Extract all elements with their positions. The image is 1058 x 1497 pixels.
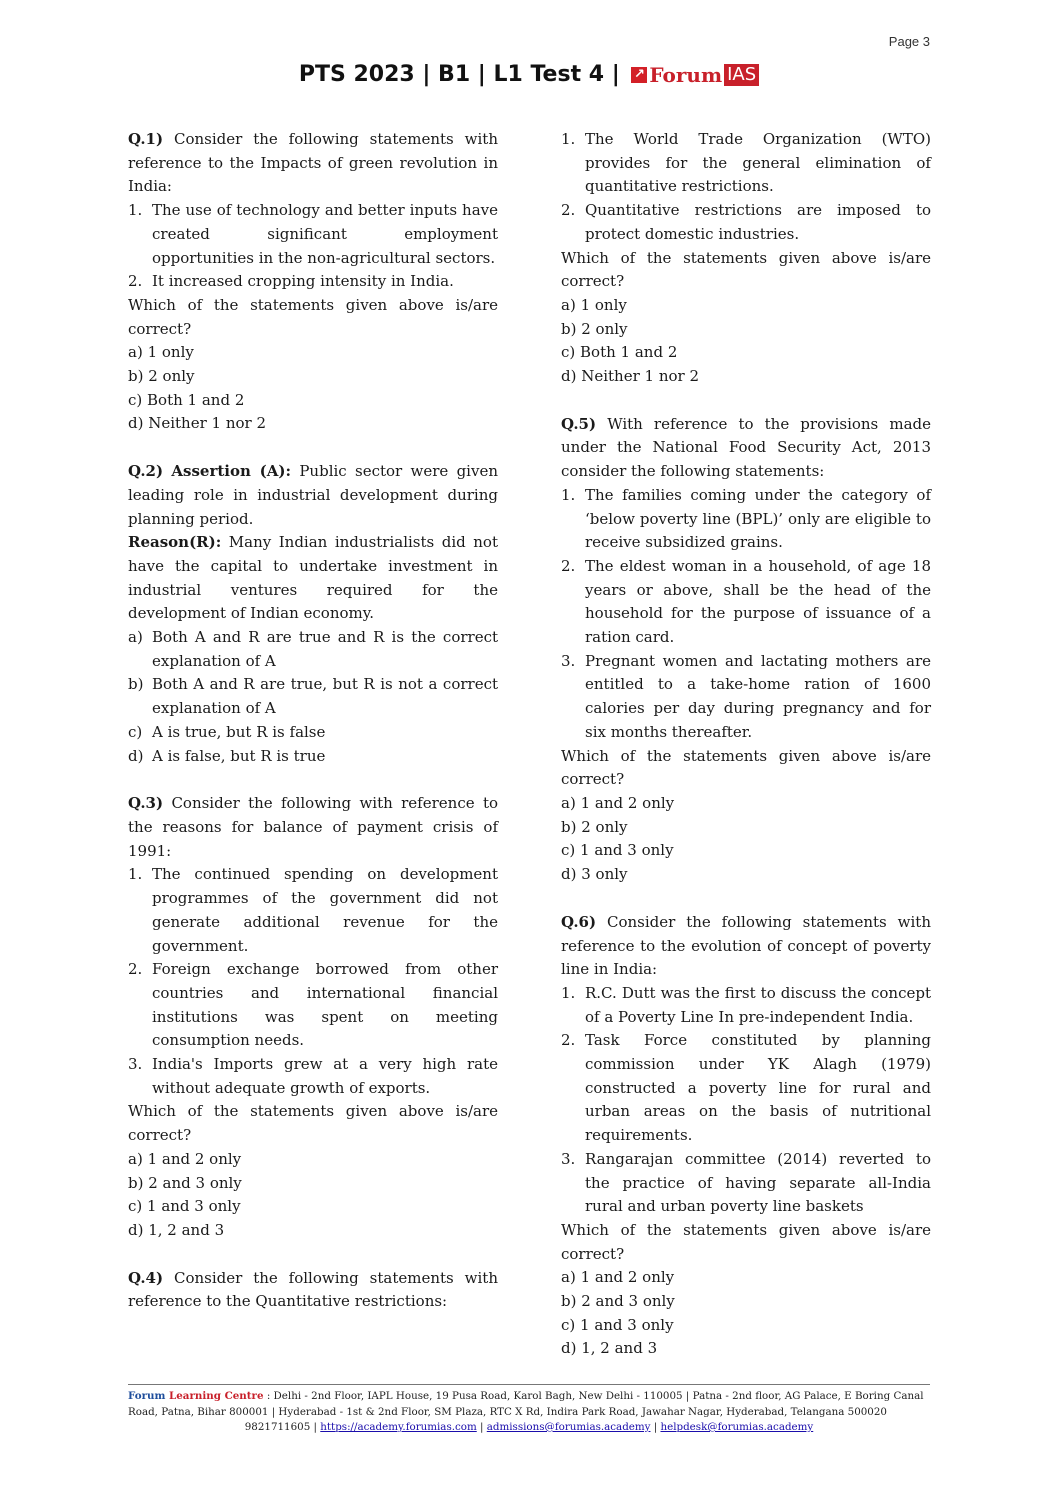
page-footer <box>128 1384 930 1436</box>
option-a: a) 1 and 2 only <box>128 1149 242 1168</box>
statement: 3. India's Imports grew at a very high rate without adequate growth of exports. <box>128 1055 498 1097</box>
reason-text: Many Indian industrialists did not have the capital to undertake investment in industrial ventures required for the development of Indian economy. <box>128 533 498 623</box>
option-b: b) 2 only <box>561 319 628 338</box>
assertion-label: Assertion (A): <box>171 462 292 481</box>
test-title: PTS 2023 | B1 | L1 Test 4 | <box>298 62 620 87</box>
footer-phone: 9821711605 <box>244 1421 311 1433</box>
footer-brand-rest: Learning Centre <box>165 1390 264 1402</box>
assertion-text: Public sector were given leading role in industrial development during planning period. <box>128 462 498 528</box>
question-text: Consider the following statements with reference to the Quantitative restrictions: <box>128 1268 498 1311</box>
statement: 1. The families coming under the category of ‘below poverty line (BPL)’ only are eligible to receive subsidized grains. <box>561 485 931 552</box>
footer-contacts: 9821711605 | https://academy.forumias.com | admissions@forumias.academy | helpdesk@forumias.academy <box>244 1421 814 1433</box>
question-4-continued <box>561 128 931 389</box>
logo-forum-text: Forum <box>649 63 723 87</box>
option-d: d) Neither 1 nor 2 <box>561 367 700 386</box>
option-c: c) 1 and 3 only <box>128 1197 241 1216</box>
reason-label: Reason(R): <box>128 533 222 552</box>
question-number: Q.4) <box>128 1268 164 1287</box>
option-a: a) Both A and R are true and R is the correct explanation of A <box>128 628 498 670</box>
logo-ias-text: IAS <box>724 64 759 86</box>
question-prompt: Which of the statements given above is/are correct? <box>561 248 931 291</box>
statement: 2. Foreign exchange borrowed from other countries and international financial institutions was spent on meeting consumption needs. <box>128 960 498 1050</box>
statement: 2. Quantitative restrictions are imposed to protect domestic industries. <box>561 201 931 243</box>
question-number: Q.3) <box>128 794 164 813</box>
footer-address: : Delhi - 2nd Floor, IAPL House, 19 Pusa Road, Karol Bagh, New Delhi - 110005 | Patna - 2nd floor, AG Palace, E Boring Canal Road, Patna, Bihar 800001 | Hyderabad - 1st & 2nd Floor, SM Plaza, RTC X Rd, Indira Park Road, Jawahar Nagar, Hyderabad, Telangana 500020 <box>128 1390 924 1418</box>
question-text: Consider the following statements with reference to the Impacts of green revolution in India: <box>128 130 498 196</box>
page-number: Page 3 <box>888 34 930 49</box>
question-5 <box>561 413 931 887</box>
statement: 3. Rangarajan committee (2014) reverted to the practice of having separate all-India rural and urban poverty line baskets <box>561 1149 931 1216</box>
question-prompt: Which of the statements given above is/are correct? <box>128 1102 498 1145</box>
statement: 3. Pregnant women and lactating mothers are entitled to a take-home ration of 1600 calories per day during pregnancy and for six months thereafter. <box>561 651 931 741</box>
question-number: Q.6) <box>561 912 597 931</box>
option-a: a) 1 and 2 only <box>561 1268 675 1287</box>
question-number: Q.1) <box>128 130 164 148</box>
forumias-logo <box>631 63 759 87</box>
question-number: Q.5) <box>561 414 597 433</box>
question-4 <box>128 1267 498 1314</box>
statement: 1. The continued spending on development programmes of the government did not generate additional revenue for the government. <box>128 865 498 955</box>
option-a: a) 1 and 2 only <box>561 793 675 812</box>
academy-link[interactable]: https://academy.forumias.com <box>320 1421 477 1433</box>
question-3 <box>128 792 498 1242</box>
footer-address-block <box>128 1389 930 1420</box>
option-c: c) Both 1 and 2 <box>128 390 245 409</box>
option-b: b) 2 and 3 only <box>561 1292 675 1311</box>
option-c: c) 1 and 3 only <box>561 1315 674 1334</box>
statement: 2. Task Force constituted by planning commission under YK Alagh (1979) constructed a poverty line for rural and urban areas on the basis of nutritional requirements. <box>561 1031 931 1145</box>
question-prompt: Which of the statements given above is/are correct? <box>128 295 498 338</box>
option-b: b) 2 only <box>128 367 195 386</box>
question-text: Consider the following with reference to the reasons for balance of payment crisis of 1991: <box>128 794 498 860</box>
admissions-email-link[interactable]: admissions@forumias.academy <box>486 1421 651 1433</box>
option-b: b) 2 and 3 only <box>128 1173 242 1192</box>
footer-brand-forum: Forum <box>128 1390 166 1402</box>
question-6 <box>561 911 931 1361</box>
right-column <box>561 128 931 1385</box>
option-d: d) Neither 1 nor 2 <box>128 414 267 433</box>
option-c: c) 1 and 3 only <box>561 841 674 860</box>
option-b: b) 2 only <box>561 817 628 836</box>
option-d: d) 1, 2 and 3 <box>128 1220 225 1239</box>
arrow-icon: ↗ <box>631 67 647 83</box>
question-text: With reference to the provisions made under the National Food Security Act, 2013 consider the following statements: <box>561 414 931 481</box>
question-1 <box>128 128 498 436</box>
option-d: d) 1, 2 and 3 <box>561 1339 658 1358</box>
question-prompt: Which of the statements given above is/are correct? <box>561 746 931 789</box>
question-number: Q.2) <box>128 462 164 481</box>
page-header <box>0 62 1058 87</box>
left-column <box>128 128 498 1338</box>
option-a: a) 1 only <box>561 295 627 314</box>
option-c: c) A is true, but R is false <box>128 722 326 741</box>
statement: 2. It increased cropping intensity in India. <box>128 272 454 291</box>
question-text: Consider the following statements with reference to the evolution of concept of poverty line in India: <box>561 912 931 979</box>
statement: 1. The use of technology and better inputs have created significant employment opportunities in the non-agricultural sectors. <box>128 201 498 267</box>
option-c: c) Both 1 and 2 <box>561 343 678 362</box>
option-d: d) A is false, but R is true <box>128 746 326 765</box>
option-d: d) 3 only <box>561 865 628 884</box>
statement: 2. The eldest woman in a household, of age 18 years or above, shall be the head of the household for the purpose of issuance of a ration card. <box>561 556 931 647</box>
helpdesk-email-link[interactable]: helpdesk@forumias.academy <box>660 1421 814 1433</box>
question-prompt: Which of the statements given above is/are correct? <box>561 1220 931 1263</box>
statement: 1. R.C. Dutt was the first to discuss the concept of a Poverty Line In pre-independent India. <box>561 983 931 1026</box>
option-b: b) Both A and R are true, but R is not a correct explanation of A <box>128 675 498 718</box>
statement: 1. The World Trade Organization (WTO) provides for the general elimination of quantitative restrictions. <box>561 130 931 196</box>
option-a: a) 1 only <box>128 343 194 362</box>
question-2 <box>128 460 498 768</box>
